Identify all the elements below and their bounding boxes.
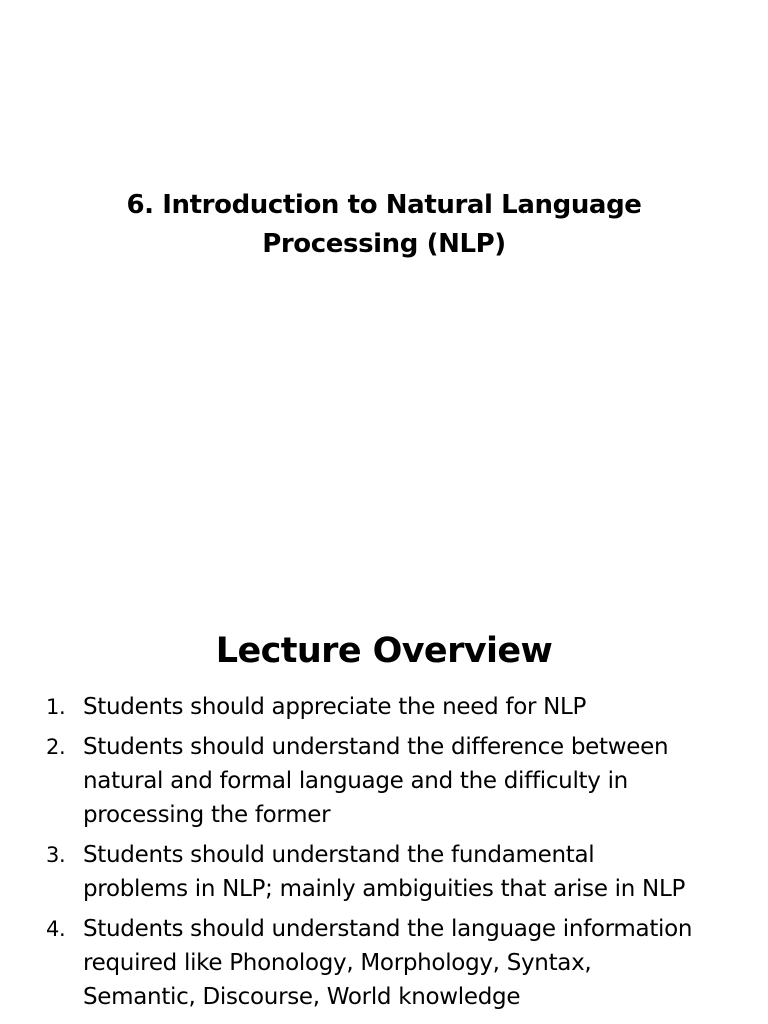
slide-title-line: 6. Introduction to Natural Language	[126, 190, 642, 220]
item-text-line: Semantic, Discourse, World knowledge	[83, 984, 521, 1010]
item-number: 2.	[46, 735, 66, 759]
list-item	[30, 838, 730, 906]
item-number: 1.	[46, 695, 66, 719]
item-text-line: natural and formal language and the difficulty in	[83, 768, 628, 794]
overview-list	[30, 690, 730, 1020]
list-item	[30, 730, 730, 832]
item-text-line: Students should understand the language information	[83, 916, 693, 942]
item-text-line: Students should understand the difference between	[83, 734, 669, 760]
list-item	[30, 912, 730, 1014]
list-item	[30, 690, 730, 724]
item-number: 4.	[46, 917, 66, 941]
item-text-line: Students should appreciate the need for NLP	[83, 694, 587, 720]
item-text-line: required like Phonology, Morphology, Syntax,	[83, 950, 592, 976]
item-number: 3.	[46, 843, 66, 867]
slide-title	[0, 186, 768, 264]
slide-title-line: Processing (NLP)	[262, 229, 506, 259]
item-text-line: Students should understand the fundamental	[83, 842, 595, 868]
overview-heading: Lecture Overview	[215, 631, 553, 671]
item-text-line: problems in NLP; mainly ambiguities that arise in NLP	[83, 876, 686, 902]
item-text-line: processing the former	[83, 802, 331, 828]
